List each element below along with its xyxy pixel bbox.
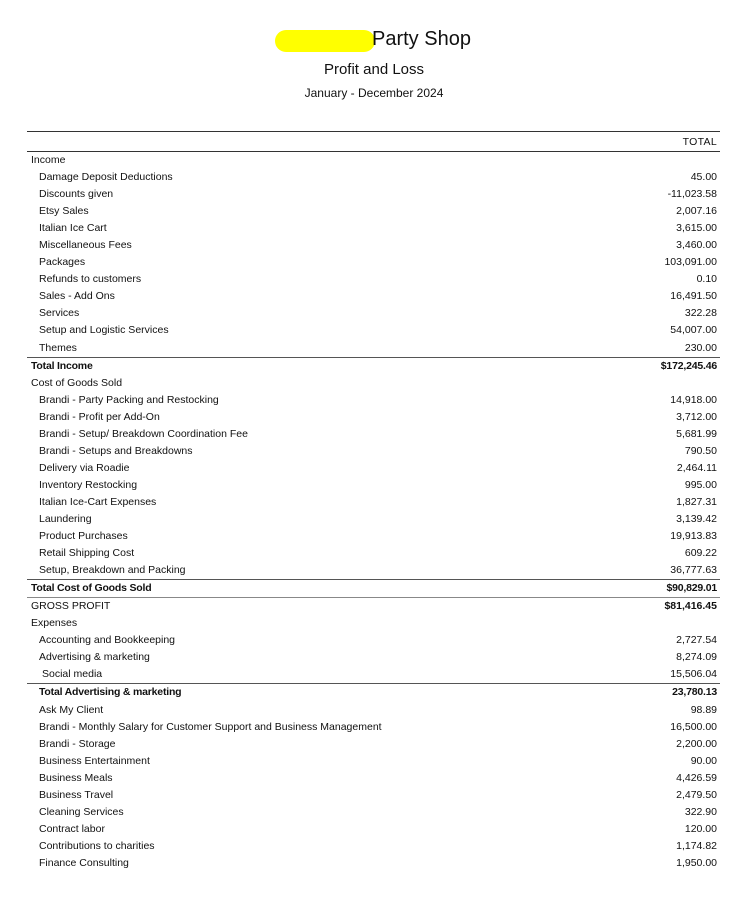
gross-profit-row (27, 597, 720, 615)
line-item-label: Business Travel (39, 788, 114, 801)
line-item-label: Damage Deposit Deductions (39, 171, 173, 184)
line-item-row (27, 186, 720, 203)
total-cogs-row (27, 579, 720, 597)
line-item-row (27, 477, 720, 494)
line-item-row (27, 443, 720, 460)
line-item-label: Brandi - Setups and Breakdowns (39, 444, 193, 457)
line-item-label: Setup and Logistic Services (39, 324, 169, 337)
line-item-amount: 8,274.09 (676, 651, 717, 664)
line-item-row (27, 649, 720, 666)
social-media-row (27, 666, 720, 683)
line-item-amount: 3,615.00 (676, 222, 717, 235)
column-header-total: TOTAL (682, 136, 717, 148)
line-item-amount: 54,007.00 (670, 324, 717, 337)
expense-items (27, 702, 720, 872)
line-item-label: Brandi - Setup/ Breakdown Coordination Fee (39, 427, 248, 440)
line-item-label: Brandi - Storage (39, 737, 116, 750)
line-item-label: Accounting and Bookkeeping (39, 634, 176, 647)
expense-pre-items (27, 632, 720, 666)
line-item-amount: -11,023.58 (667, 188, 717, 201)
line-item-amount: 322.90 (684, 805, 717, 818)
line-item-amount: 3,712.00 (676, 410, 717, 423)
line-item-row (27, 254, 720, 271)
line-item-row (27, 322, 720, 339)
line-item-amount: 15,506.04 (670, 668, 717, 681)
gross-profit-label: GROSS PROFIT (31, 600, 111, 613)
line-item-amount: 14,918.00 (670, 393, 717, 406)
line-item-row (27, 169, 720, 186)
line-item-amount: 90.00 (690, 754, 717, 767)
line-item-amount: 45.00 (690, 171, 717, 184)
line-item-label: Packages (39, 256, 86, 269)
line-item-amount: 0.10 (696, 273, 717, 286)
gross-profit-amount: $81,416.45 (664, 600, 717, 613)
line-item-label: Delivery via Roadie (39, 461, 130, 474)
line-item-amount: 2,464.11 (676, 461, 717, 474)
line-item-row (27, 220, 720, 237)
line-item-label: Inventory Restocking (39, 478, 138, 491)
line-item-label: Refunds to customers (39, 273, 142, 286)
line-item-amount: 2,727.54 (676, 634, 717, 647)
line-item-amount: 322.28 (684, 307, 717, 320)
section-heading: Income (31, 154, 66, 166)
report-title: Profit and Loss (323, 61, 425, 78)
line-item-row (27, 562, 720, 579)
line-item-row (27, 305, 720, 322)
redaction-highlight (275, 30, 375, 52)
line-item-label: Themes (39, 341, 77, 354)
line-item-row (27, 838, 720, 855)
line-item-amount: 609.22 (684, 547, 717, 560)
line-item-amount: 1,827.31 (676, 495, 717, 508)
line-item-amount: 2,007.16 (676, 205, 717, 218)
line-item-row (27, 271, 720, 288)
line-item-label: Miscellaneous Fees (39, 239, 132, 252)
company-name: Party Shop (372, 28, 471, 50)
line-item-amount: 36,777.63 (670, 564, 717, 577)
line-item-row (27, 528, 720, 545)
line-item-row (27, 632, 720, 649)
line-item-row (27, 804, 720, 821)
section-heading: Cost of Goods Sold (31, 376, 123, 389)
line-item-label: Services (39, 307, 80, 320)
line-item-label: Retail Shipping Cost (39, 547, 135, 560)
report-period: January - December 2024 (304, 86, 444, 100)
line-item-label: Ask My Client (39, 703, 104, 716)
line-item-amount: 3,139.42 (676, 512, 717, 525)
line-item-label: Brandi - Monthly Salary for Customer Support and Business Management (39, 720, 382, 733)
line-item-amount: 790.50 (684, 444, 717, 457)
line-item-amount: 2,200.00 (676, 737, 717, 750)
line-item-label: Brandi - Party Packing and Restocking (39, 393, 219, 406)
line-item-row (27, 770, 720, 787)
line-item-row (27, 821, 720, 838)
line-item-label: Sales - Add Ons (39, 290, 115, 303)
cogs-heading-row (27, 375, 720, 392)
line-item-row (27, 237, 720, 254)
section-heading: Expenses (31, 617, 78, 630)
line-item-label: Brandi - Profit per Add-On (39, 410, 160, 423)
subtotal-label: Total Advertising & marketing (39, 686, 182, 699)
income-heading-row (27, 152, 720, 169)
line-item-amount: 16,491.50 (670, 290, 717, 303)
total-amount: $90,829.01 (666, 582, 717, 595)
line-item-label: Setup, Breakdown and Packing (39, 564, 186, 577)
line-item-row (27, 409, 720, 426)
line-item-row (27, 702, 720, 719)
line-item-amount: 995.00 (684, 478, 717, 491)
line-item-amount: 103,091.00 (664, 256, 717, 269)
line-item-row (27, 203, 720, 220)
line-item-row (27, 787, 720, 804)
line-item-row (27, 494, 720, 511)
line-item-row (27, 719, 720, 736)
line-item-row (27, 460, 720, 477)
line-item-amount: 3,460.00 (676, 239, 717, 252)
line-item-label: Italian Ice Cart (39, 222, 107, 235)
line-item-row (27, 545, 720, 562)
line-item-label: Laundering (39, 512, 92, 525)
total-advertising-row (27, 683, 720, 701)
line-item-label: Contract labor (39, 822, 105, 835)
subtotal-amount: 23,780.13 (672, 686, 717, 699)
line-item-label: Finance Consulting (39, 856, 129, 869)
total-amount: $172,245.46 (660, 359, 717, 372)
total-label: Total Cost of Goods Sold (31, 582, 152, 595)
income-items (27, 169, 720, 357)
expenses-heading-row (27, 615, 720, 632)
line-item-amount: 1,174.82 (676, 839, 717, 852)
line-item-label: Advertising & marketing (39, 651, 150, 664)
line-item-row (27, 736, 720, 753)
company-line (0, 28, 748, 54)
line-item-label: Business Meals (39, 771, 113, 784)
line-item-amount: 230.00 (684, 341, 717, 354)
line-item-amount: 98.89 (690, 703, 717, 716)
line-item-row (27, 288, 720, 305)
profit-loss-table (27, 131, 720, 872)
line-item-label: Discounts given (39, 188, 114, 201)
line-item-label: Italian Ice-Cart Expenses (39, 495, 157, 508)
line-item-label: Contributions to charities (39, 839, 155, 852)
line-item-amount: 120.00 (684, 822, 717, 835)
line-item-label: Business Entertainment (39, 754, 150, 767)
line-item-row (27, 426, 720, 443)
line-item-row (27, 340, 720, 357)
line-item-label: Product Purchases (39, 530, 128, 543)
line-item-amount: 19,913.83 (670, 530, 717, 543)
line-item-label: Etsy Sales (39, 205, 89, 218)
line-item-amount: 2,479.50 (676, 788, 717, 801)
line-item-row (27, 855, 720, 872)
line-item-row (27, 753, 720, 770)
line-item-amount: 1,950.00 (676, 856, 717, 869)
line-item-amount: 5,681.99 (676, 427, 717, 440)
total-label: Total Income (31, 359, 93, 372)
line-item-row (27, 392, 720, 409)
line-item-label: Cleaning Services (39, 805, 124, 818)
column-header (27, 132, 720, 152)
cogs-items (27, 392, 720, 580)
line-item-amount: 4,426.59 (676, 771, 717, 784)
line-item-label: Social media (42, 668, 103, 681)
total-income-row (27, 357, 720, 375)
line-item-row (27, 511, 720, 528)
line-item-amount: 16,500.00 (670, 720, 717, 733)
